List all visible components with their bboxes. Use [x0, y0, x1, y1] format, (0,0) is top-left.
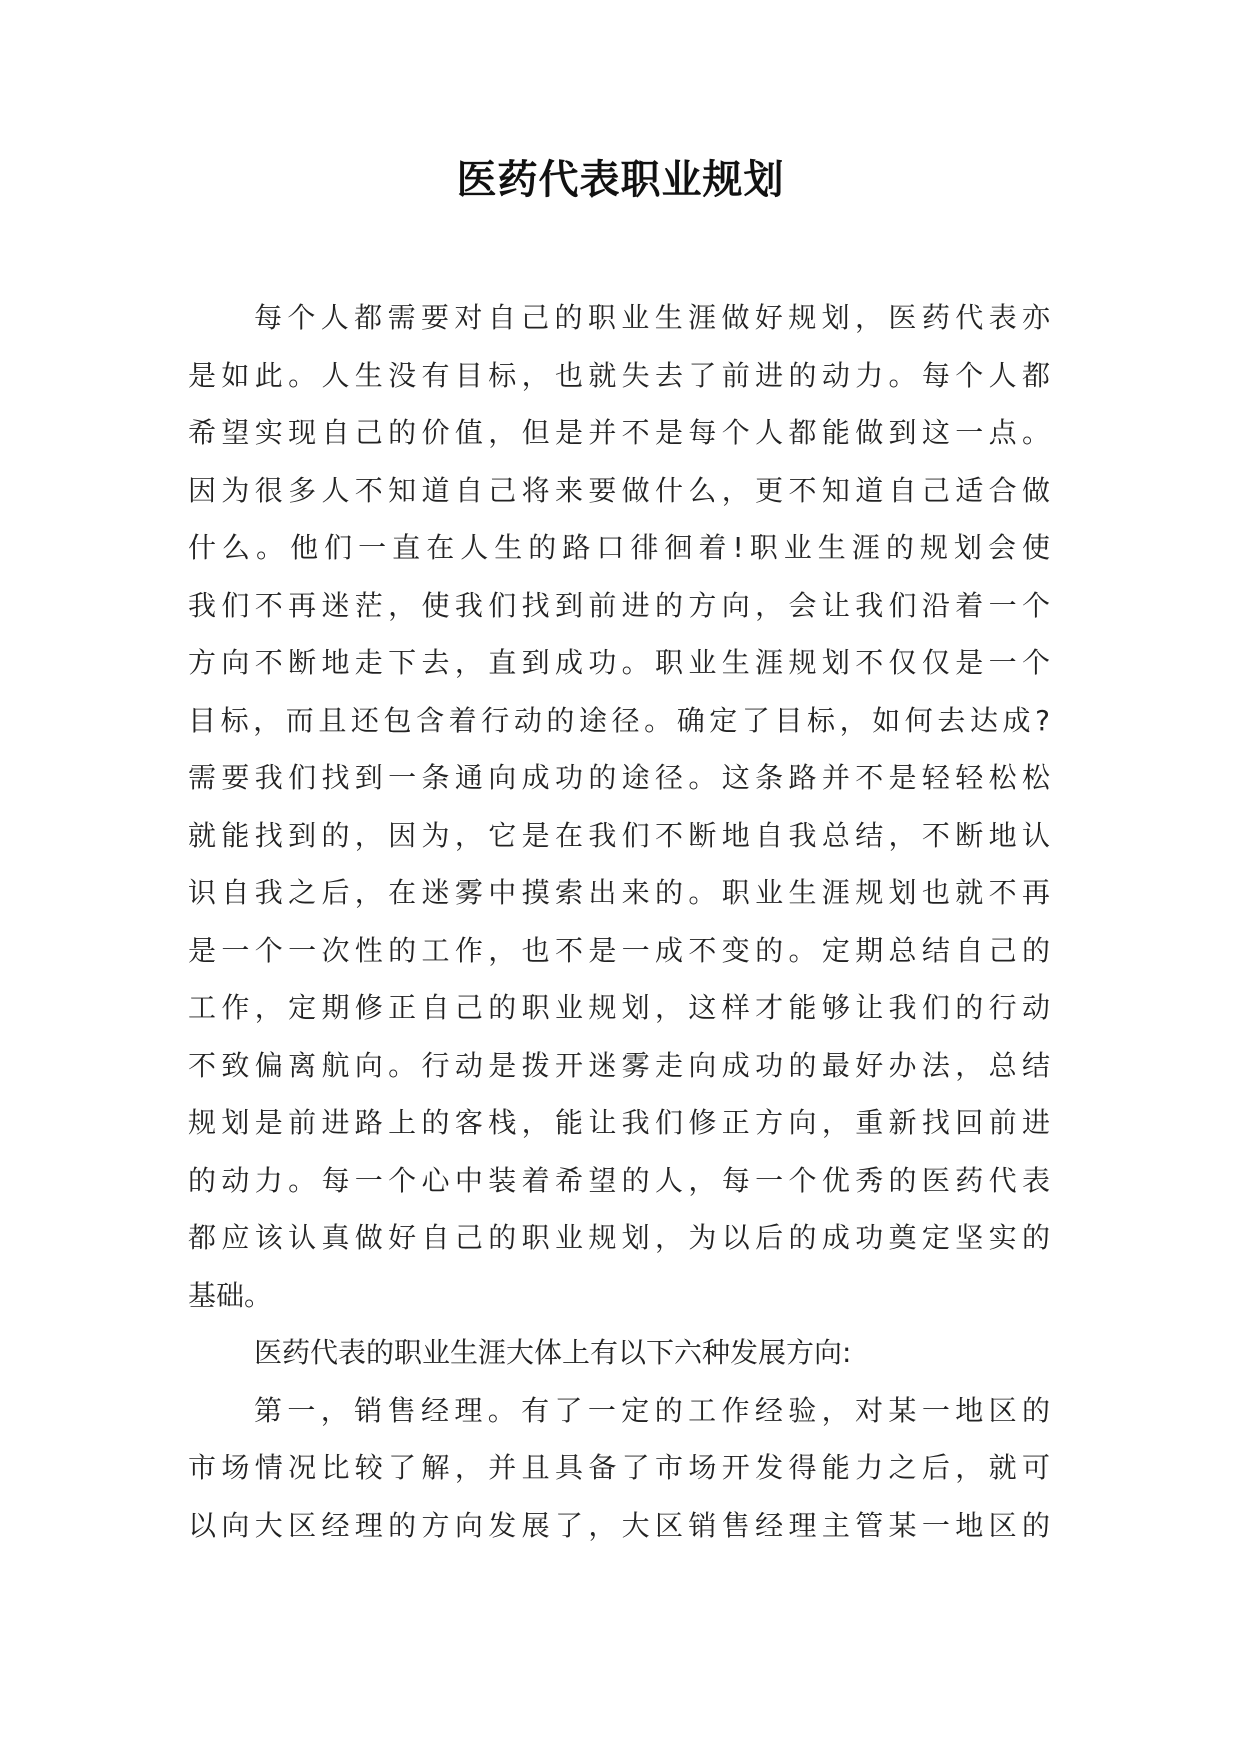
text-line: 是如此。人生没有目标，也就失去了前进的动力。每个人都 — [188, 358, 1050, 392]
text-line: 以向大区经理的方向发展了，大区销售经理主管某一地区的 — [188, 1508, 1050, 1542]
text-line: 目标，而且还包含着行动的途径。确定了目标，如何去达成? — [188, 703, 1050, 737]
text-line: 方向不断地走下去，直到成功。职业生涯规划不仅仅是一个 — [188, 646, 1050, 679]
text-line: 市场情况比较了解，并且具备了市场开发得能力之后，就可 — [188, 1451, 1050, 1484]
document-title: 医药代表职业规划 — [456, 156, 785, 203]
text-line: 工作，定期修正自己的职业规划，这样才能够让我们的行动 — [188, 991, 1050, 1024]
text-line: 识自我之后，在迷雾中摸索出来的。职业生涯规划也就不再 — [188, 876, 1050, 909]
text-line: 希望实现自己的价值，但是并不是每个人都能做到这一点。 — [188, 416, 1050, 449]
text-line: 因为很多人不知道自己将来要做什么，更不知道自己适合做 — [188, 473, 1050, 507]
document-body — [188, 289, 1050, 1554]
text-line: 都应该认真做好自己的职业规划，为以后的成功奠定坚实的 — [188, 1221, 1050, 1254]
text-line: 第一，销售经理。有了一定的工作经验，对某一地区的 — [254, 1393, 1050, 1427]
text-line: 规划是前进路上的客栈，能让我们修正方向，重新找回前进 — [188, 1106, 1050, 1139]
text-line: 就能找到的，因为，它是在我们不断地自我总结，不断地认 — [188, 818, 1050, 852]
text-line: 医药代表的职业生涯大体上有以下六种发展方向: — [254, 1336, 852, 1369]
text-line: 不致偏离航向。行动是拨开迷雾走向成功的最好办法，总结 — [188, 1048, 1050, 1082]
text-line: 基础。 — [188, 1278, 273, 1312]
text-line: 每个人都需要对自己的职业生涯做好规划，医药代表亦 — [254, 301, 1050, 334]
text-line: 什么。他们一直在人生的路口徘徊着!职业生涯的规划会使 — [188, 531, 1050, 564]
text-line: 的动力。每一个心中装着希望的人，每一个优秀的医药代表 — [188, 1163, 1050, 1197]
text-line: 需要我们找到一条通向成功的途径。这条路并不是轻轻松松 — [188, 761, 1050, 794]
text-line: 是一个一次性的工作，也不是一成不变的。定期总结自己的 — [188, 933, 1050, 967]
text-line: 我们不再迷茫，使我们找到前进的方向，会让我们沿着一个 — [188, 588, 1050, 622]
